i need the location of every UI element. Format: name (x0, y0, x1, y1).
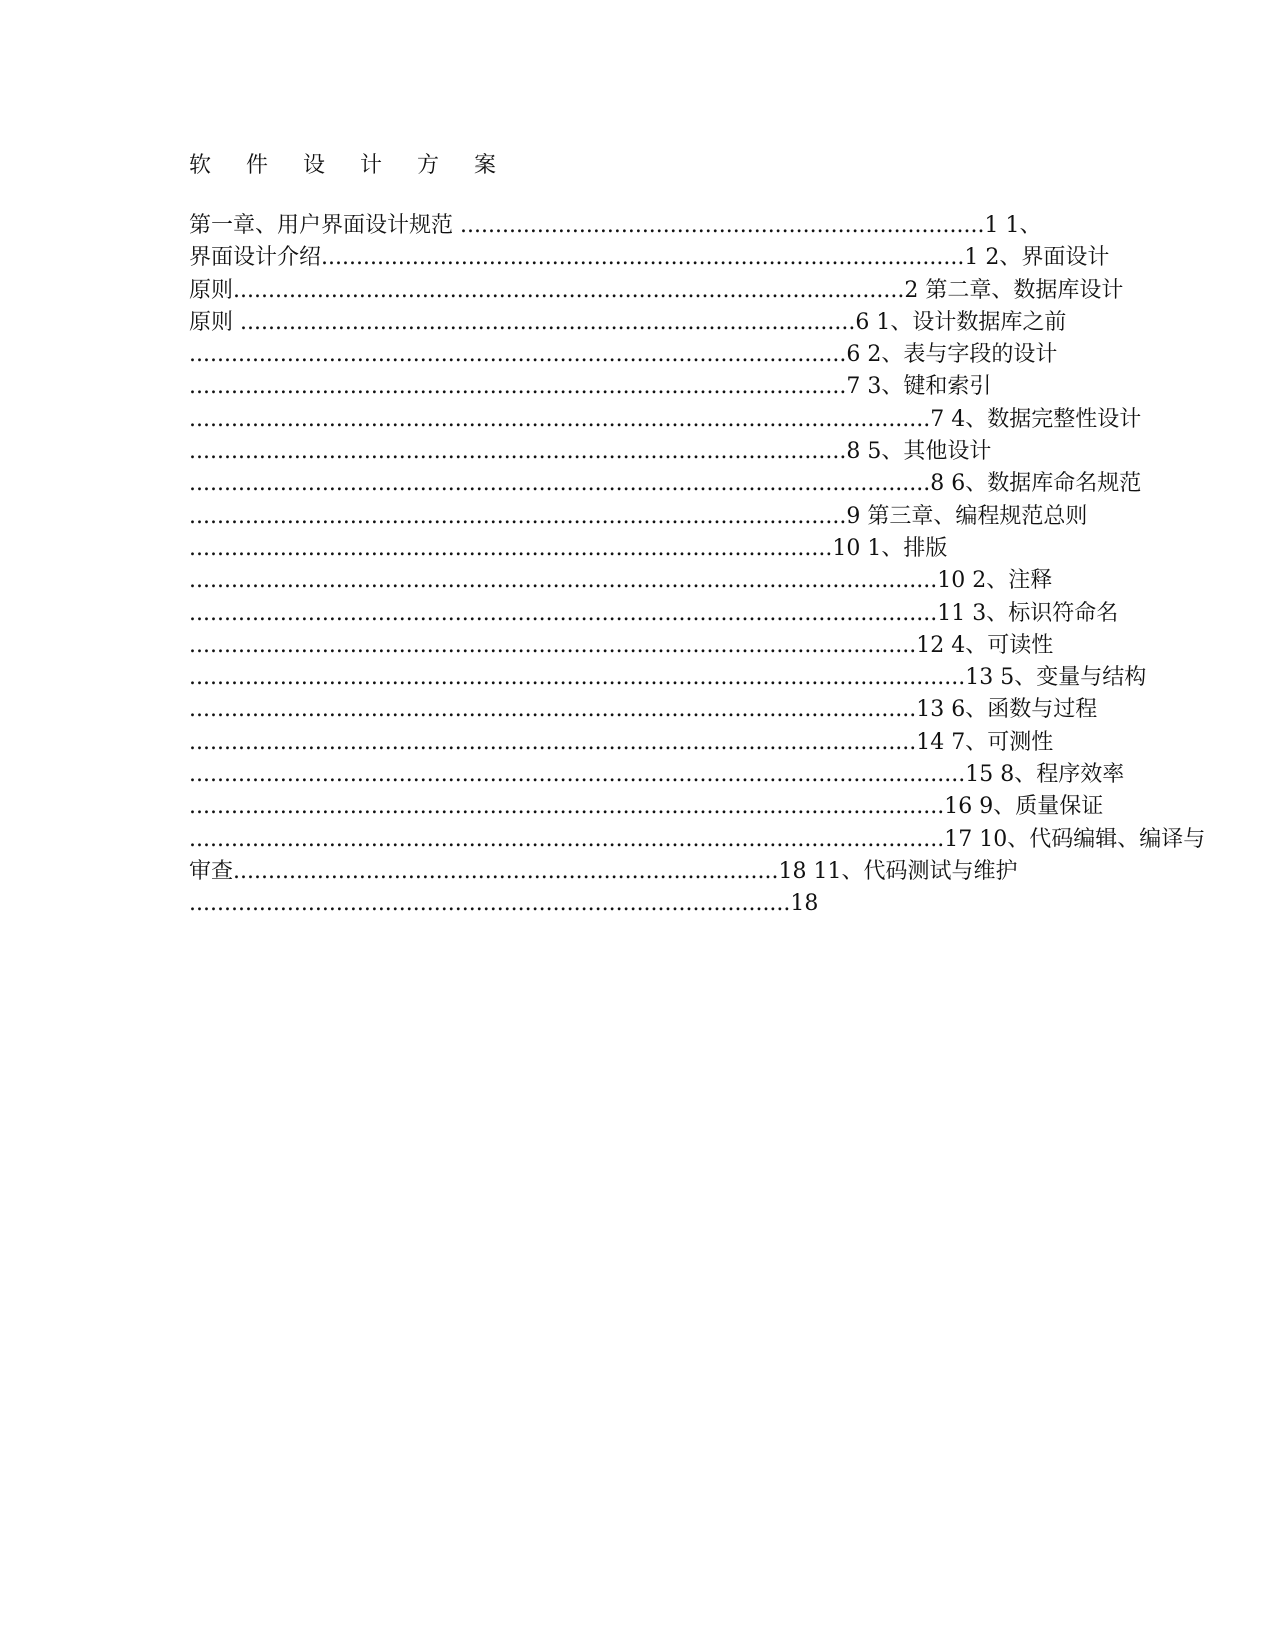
toc-line: ..............................................................................................9 第三章、编程规范总则 (189, 503, 1088, 529)
toc-line: ......................................................................................18 (189, 891, 819, 917)
toc-line: ..........................................................................................................8 6、数据库命名规范 (189, 471, 1142, 497)
toc-line: 原则 ........................................................................................6 1、设计数据库之前 (189, 309, 1067, 335)
toc-line: 审查..............................................................................18 11、代码测试与维护 (189, 858, 1018, 884)
toc-line: ..........................................................................................................7 4、数据完整性设计 (189, 406, 1142, 432)
toc-line: 界面设计介绍............................................................................................1 2、界面设计 (189, 245, 1110, 271)
toc-line: ...........................................................................................................10 2、注释 (189, 568, 1053, 594)
toc-line: ............................................................................................................16 9、质量保证 (189, 794, 1104, 820)
toc-line: ........................................................................................................14 7、可测性 (189, 729, 1054, 755)
toc-line: ..............................................................................................7 3、键和索引 (189, 374, 992, 400)
toc-line: ...........................................................................................................11 3、标识符命名 (189, 600, 1119, 626)
toc-line: 第一章、用户界面设计规范 ...........................................................................1 1、 (189, 213, 1042, 238)
toc-line: ...............................................................................................................13 5、变量与结构 (189, 665, 1147, 691)
toc-line: ..............................................................................................6 2、表与字段的设计 (189, 342, 1058, 368)
toc-line: ............................................................................................10 1、排版 (189, 535, 948, 561)
toc-line: ........................................................................................................12 4、可读性 (189, 632, 1054, 658)
toc-line: ............................................................................................................17 10、代码编辑、编译与 (189, 826, 1206, 852)
table-of-contents (189, 210, 1206, 921)
toc-line: ..............................................................................................8 5、其他设计 (189, 439, 992, 465)
document-title: 软 件 设 计 方 案 (189, 153, 510, 178)
toc-line: ........................................................................................................13 6、函数与过程 (189, 697, 1098, 723)
toc-line: ...............................................................................................................15 8、程序效率 (189, 762, 1125, 788)
toc-line: 原则................................................................................................2 第二章、数据库设计 (189, 277, 1124, 303)
